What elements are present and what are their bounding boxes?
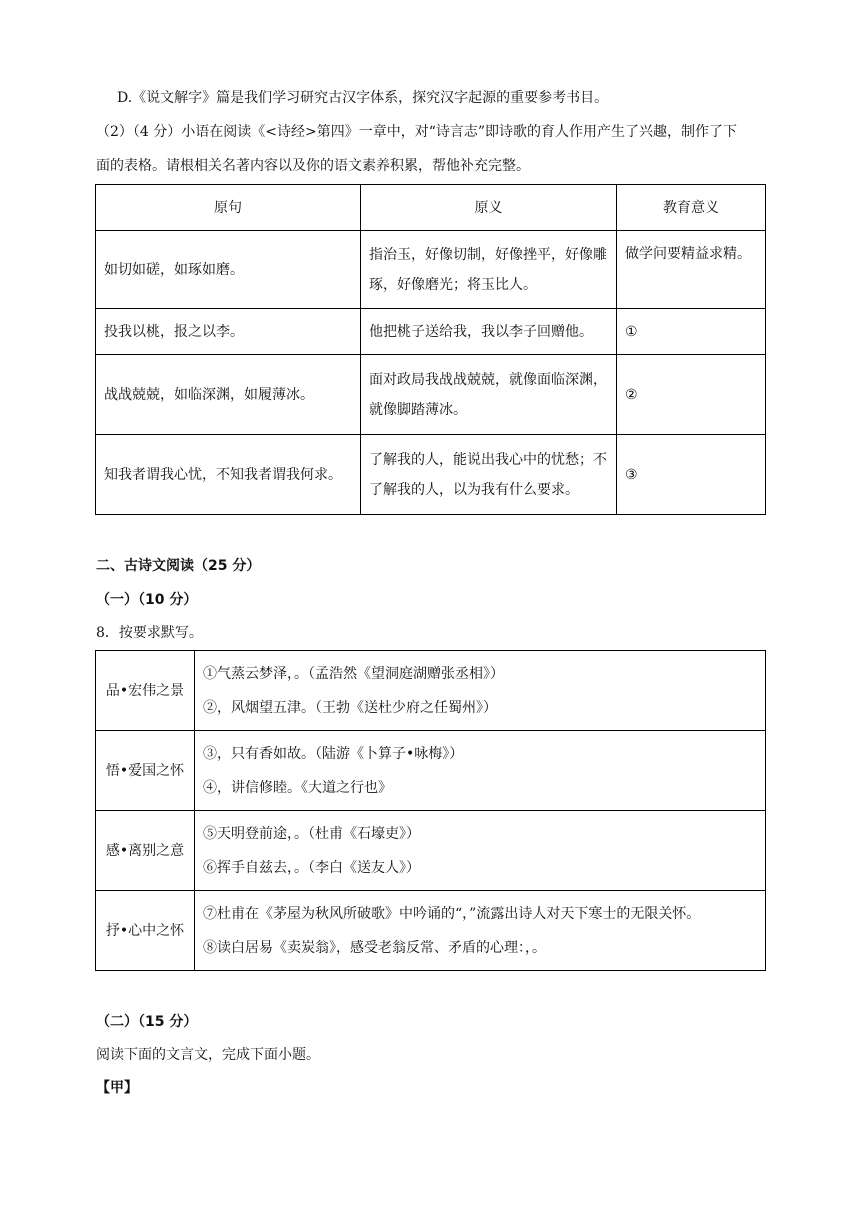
dictation-line: ①气蒸云梦泽，。（孟浩然《望洞庭湖赠张丞相》） [203, 665, 504, 682]
subsection-title-2: （二）（15 分） [96, 1014, 198, 1030]
dictation-line: ⑧读白居易《卖炭翁》，感受老翁反常、矛盾的心理：，。 [203, 939, 546, 956]
original-sentence-cell: 投我以桃，报之以李。 [96, 309, 361, 355]
dictation-cell [195, 731, 766, 811]
dictation-cell [195, 651, 766, 731]
meaning-cell: 他把桃子送给我，我以李子回赠他。 [361, 309, 617, 355]
dictation-cell [195, 891, 766, 971]
table-row [96, 891, 766, 971]
dictation-line: ②，风烟望五津。（王勃《送杜少府之任蜀州》） [203, 699, 497, 716]
original-sentence-cell: 战战兢兢，如临深渊，如履薄冰。 [96, 355, 361, 435]
dictation-line: ⑥挥手自兹去，。（李白《送友人》） [203, 859, 420, 876]
table-row [96, 811, 766, 891]
meaning-cell: 了解我的人，能说出我心中的忧愁；不了解我的人，以为我有什么要求。 [361, 435, 617, 515]
dictation-line: ⑦杜甫在《茅屋为秋风所破歌》中吟诵的“，”流露出诗人对天下寒士的无限关怀。 [203, 905, 701, 922]
significance-cell: 做学问要精益求精。 [617, 231, 766, 309]
category-cell: 品•宏伟之景 [96, 651, 195, 731]
column-header-meaning: 原义 [361, 185, 617, 231]
meaning-cell: 指治玉，好像切制，好像挫平，好像雕琢，好像磨光；将玉比人。 [361, 231, 617, 309]
table-row [96, 231, 766, 309]
table-header-row [96, 185, 766, 231]
meaning-cell: 面对政局我战战兢兢，就像面临深渊，就像脚踏薄冰。 [361, 355, 617, 435]
question-8: 8．按要求默写。 [96, 625, 203, 641]
significance-blank-3: ③ [617, 435, 766, 515]
category-cell: 抒•心中之怀 [96, 891, 195, 971]
passage-marker: 【甲】 [96, 1080, 138, 1096]
table-row [96, 309, 766, 355]
original-sentence-cell: 知我者谓我心忧，不知我者谓我何求。 [96, 435, 361, 515]
q7-part2-line2: 面的表格。请根相关名著内容以及你的语文素养积累，帮他补充完整。 [96, 158, 530, 174]
poetry-education-table [95, 184, 766, 515]
dictation-cell [195, 811, 766, 891]
subsection-title-1: （一）（10 分） [96, 592, 198, 608]
table-row [96, 731, 766, 811]
table-row [96, 651, 766, 731]
significance-blank-1: ① [617, 309, 766, 355]
table-row [96, 435, 766, 515]
dictation-table [95, 650, 766, 971]
table-row [96, 355, 766, 435]
reading-instruction: 阅读下面的文言文，完成下面小题。 [96, 1047, 320, 1063]
original-sentence-cell: 如切如磋，如琢如磨。 [96, 231, 361, 309]
category-cell: 悟•爱国之怀 [96, 731, 195, 811]
dictation-line: ③，只有香如故。（陆游《卜算子•咏梅》） [203, 745, 464, 762]
q7-option-d: D.《说文解字》篇是我们学习研究古汉字体系，探究汉字起源的重要参考书目。 [117, 90, 609, 106]
section-title: 二、古诗文阅读（25 分） [96, 558, 261, 574]
column-header-original: 原句 [96, 185, 361, 231]
q7-part2-line1: （2）（4 分）小语在阅读《<诗经>第四》一章中，对“诗言志”即诗歌的育人作用产生了兴趣，制作了下 [96, 124, 738, 140]
category-cell: 感•离别之意 [96, 811, 195, 891]
column-header-significance: 教育意义 [617, 185, 766, 231]
dictation-line: ⑤天明登前途，。（杜甫《石壕吏》） [203, 825, 420, 842]
dictation-line: ④，讲信修睦。《大道之行也》 [203, 779, 392, 796]
significance-blank-2: ② [617, 355, 766, 435]
